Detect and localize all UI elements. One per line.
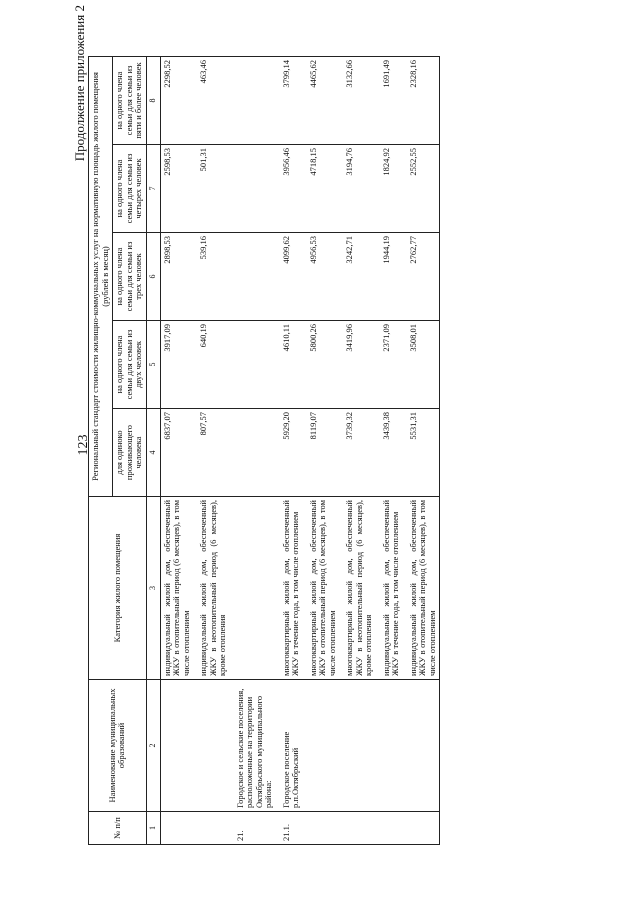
value-cell: 640,19 xyxy=(193,321,230,409)
value-cell: 1824,92 xyxy=(376,145,403,233)
value-cell: 4610,11 xyxy=(276,321,303,409)
value-cell: 2598,53 xyxy=(160,145,193,233)
row-num xyxy=(403,812,440,845)
row-category: индивидуальный жилой дом, обеспеченный ЖКУ в течение года, в том числе отоплением xyxy=(376,497,403,680)
row-num: 21.1. xyxy=(276,812,303,845)
value-cell: 2898,53 xyxy=(160,233,193,321)
table-row xyxy=(403,56,440,844)
column-number: 6 xyxy=(146,233,160,321)
value-cell: 2298,52 xyxy=(160,56,193,144)
value-cell: 3799,14 xyxy=(276,56,303,144)
value-cell: 3508,01 xyxy=(403,321,440,409)
value-cell: 8119,07 xyxy=(303,409,340,497)
value-cell: 3419,96 xyxy=(339,321,376,409)
value-cell: 3242,71 xyxy=(339,233,376,321)
header-sub: на одного члена семьи для семьи из пяти и более человек xyxy=(113,56,147,144)
value-cell: 463,46 xyxy=(193,56,230,144)
row-category: многоквартирный жилой дом, обеспеченный ЖКУ в отопительный период (6 месяцев), в том числе отоплением xyxy=(303,497,340,680)
row-num xyxy=(303,812,340,845)
column-number-row xyxy=(146,56,160,844)
table-body xyxy=(160,56,440,844)
row-name xyxy=(339,680,376,812)
row-name: Городское поселение р.п.Октябрьский xyxy=(276,680,303,812)
value-cell: 2371,09 xyxy=(376,321,403,409)
value-cell: 5800,26 xyxy=(303,321,340,409)
value-cell: 3917,09 xyxy=(160,321,193,409)
value-cell: 501,31 xyxy=(193,145,230,233)
page-number: 123 xyxy=(76,434,91,456)
value-cell xyxy=(230,145,276,233)
value-cell: 2552,55 xyxy=(403,145,440,233)
column-number: 4 xyxy=(146,409,160,497)
table-row xyxy=(376,56,403,844)
column-number: 1 xyxy=(146,812,160,845)
row-name xyxy=(403,680,440,812)
header-num: № п/п xyxy=(89,812,147,845)
table-row xyxy=(339,56,376,844)
row-category xyxy=(230,497,276,680)
column-number: 2 xyxy=(146,680,160,812)
header-sub: на одного члена семьи для семьи из четырех человек xyxy=(113,145,147,233)
value-cell xyxy=(230,321,276,409)
row-category: индивидуальный жилой дом, обеспеченный ЖКУ в отопительный период (6 месяцев), в том числе отоплением xyxy=(160,497,193,680)
row-name xyxy=(376,680,403,812)
row-name xyxy=(193,680,230,812)
table-row xyxy=(303,56,340,844)
table-header xyxy=(89,56,161,844)
row-category: индивидуальный жилой дом, обеспеченный ЖКУ в отопительный период (6 месяцев), в том числе отоплением xyxy=(403,497,440,680)
value-cell: 2762,77 xyxy=(403,233,440,321)
row-category: индивидуальный жилой дом, обеспеченный ЖКУ в неотопительный период (6 месяцев), кроме отопления xyxy=(193,497,230,680)
row-category: многоквартирный жилой дом, обеспеченный ЖКУ в течение года, в том числе отоплением xyxy=(276,497,303,680)
value-cell: 5531,31 xyxy=(403,409,440,497)
column-number: 5 xyxy=(146,321,160,409)
value-cell: 1691,49 xyxy=(376,56,403,144)
column-number: 3 xyxy=(146,497,160,680)
value-cell: 3739,32 xyxy=(339,409,376,497)
row-category: многоквартирный жилой дом, обеспеченный ЖКУ в неотопительный период (6 месяцев), кроме отопления xyxy=(339,497,376,680)
table-row xyxy=(230,56,276,844)
value-cell xyxy=(230,56,276,144)
value-cell: 539,16 xyxy=(193,233,230,321)
value-cell: 4465,62 xyxy=(303,56,340,144)
row-num xyxy=(160,812,193,845)
value-cell: 2328,16 xyxy=(403,56,440,144)
value-cell: 4718,15 xyxy=(303,145,340,233)
header-name: Наименование муниципальных образований xyxy=(89,680,147,812)
row-num xyxy=(339,812,376,845)
housing-cost-table xyxy=(88,56,440,845)
value-cell: 5929,20 xyxy=(276,409,303,497)
row-name xyxy=(303,680,340,812)
row-num: 21. xyxy=(230,812,276,845)
row-name xyxy=(160,680,193,812)
value-cell: 3956,46 xyxy=(276,145,303,233)
table-row xyxy=(276,56,303,844)
value-cell: 4956,53 xyxy=(303,233,340,321)
value-cell: 1944,19 xyxy=(376,233,403,321)
table-row xyxy=(160,56,193,844)
value-cell: 3194,76 xyxy=(339,145,376,233)
continuation-title: Продолжение приложения 2 xyxy=(72,5,87,162)
value-cell: 3439,38 xyxy=(376,409,403,497)
header-sub: для одиноко проживающего человека xyxy=(113,409,147,497)
value-cell: 807,57 xyxy=(193,409,230,497)
value-cell: 6837,07 xyxy=(160,409,193,497)
row-name: Городское и сельские поселения, расположенные на территории Октябрьского муниципального района: xyxy=(230,680,276,812)
row-num xyxy=(376,812,403,845)
header-standard: Региональный стандарт стоимости жилищно-коммунальных услуг на нормативную площадь жилого помещения (рублей в месяц) xyxy=(89,56,113,496)
header-category: Категория жилого помещения xyxy=(89,497,147,680)
column-number: 8 xyxy=(146,56,160,144)
value-cell: 4099,62 xyxy=(276,233,303,321)
column-number: 7 xyxy=(146,145,160,233)
row-num xyxy=(193,812,230,845)
value-cell xyxy=(230,233,276,321)
header-sub: на одного члена семьи для семьи из трех человек xyxy=(113,233,147,321)
value-cell xyxy=(230,409,276,497)
value-cell: 3132,66 xyxy=(339,56,376,144)
header-sub: на одного члена семьи для семьи из двух человек xyxy=(113,321,147,409)
table-row xyxy=(193,56,230,844)
